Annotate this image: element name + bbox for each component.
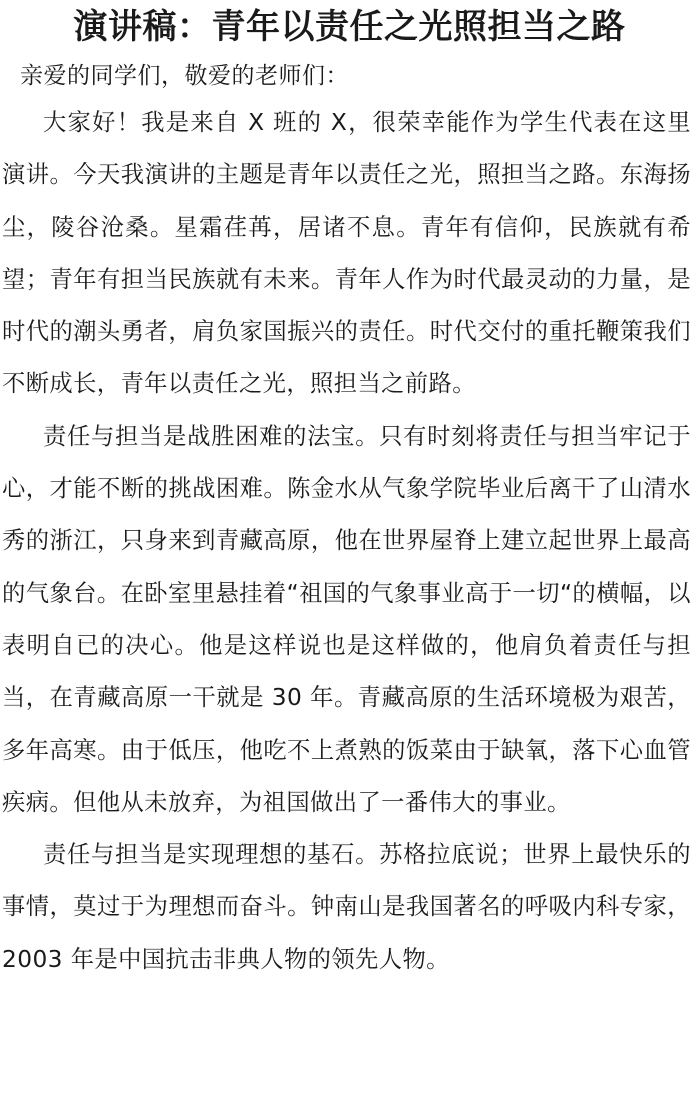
paragraph-3: 责任与担当是实现理想的基石。苏格拉底说；世界上最快乐的事情，莫过于为理想而奋斗。钟南山是我国著名的呼吸内科专家，2003 年是中国抗击非典人物的领先人物。 xyxy=(2,841,691,973)
paragraph-1: 大家好！我是来自 X 班的 X，很荣幸能作为学生代表在这里演讲。今天我演讲的主题是青年以责任之光，照担当之路。东海扬尘，陵谷沧桑。星霜荏苒，居诸不息。青年有信仰，民族就有希望；青年有担当民族就有未来。青年人作为时代最灵动的力量，是时代的潮头勇者，肩负家国振兴的责任。时代交付的重托鞭策我们不断成长，青年以责任之光，照担当之前路。 xyxy=(2,109,691,398)
salutation: 亲爱的同学们，敬爱的老师们： xyxy=(20,63,349,89)
paragraph-2: 责任与担当是战胜困难的法宝。只有时刻将责任与担当牢记于心，才能不断的挑战困难。陈金水从气象学院毕业后离干了山清水秀的浙江，只身来到青藏高原，他在世界屋脊上建立起世界上最高的气象台。在卧室里悬挂着“祖国的气象事业高于一切“的横幅，以表明自已的决心。他是这样说也是这样做的，他肩负着责任与担当，在青藏高原一干就是 30 年。青藏高原的生活环境极为艰苦，多年高寒。由于低压，他吃不上煮熟的饭菜由于缺氧，落下心血管疾病。但他从未放弃，为祖国做出了一番伟大的事业。 xyxy=(2,422,691,816)
document-title: 演讲稿：青年以责任之光照担当之路 xyxy=(73,7,626,47)
